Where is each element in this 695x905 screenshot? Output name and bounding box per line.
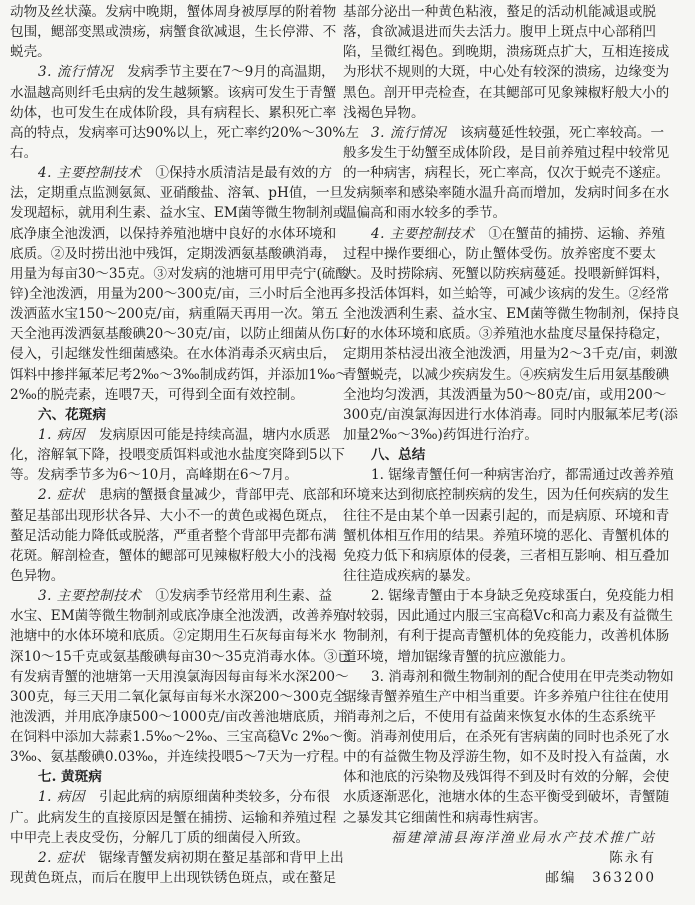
text-line: [10, 224, 337, 244]
text-line: [343, 767, 670, 787]
paragraph: [343, 224, 680, 446]
text-line: [343, 647, 656, 667]
line-text: 往往不是由某个单一因素引起的，而是病原、环境和青: [343, 507, 670, 524]
line-text: 底质。②及时捞出池中残饵，定期泼洒氨基酸碘消毒，: [10, 245, 337, 262]
text-line: [10, 143, 323, 163]
paragraph: [10, 2, 337, 62]
line-text: 对较弱，因此通过内服三宝高稳Vc和高力素及有益微生: [343, 608, 674, 625]
line-text: 包围，鳃部变黑或溃疡，病蟹食欲减退，生长停滞、不: [10, 24, 337, 41]
line-text: 加量2‰～3‰)药饵进行治疗。: [343, 426, 539, 443]
line-text: 锯缘青蟹养殖生产中相当重要。许多养殖户往往在使用: [343, 688, 670, 705]
line-text: 基部分泌出一种黄色粘液，螯足的活动机能减退或脱: [343, 4, 656, 20]
text-line: [343, 586, 674, 606]
text-line: [343, 163, 670, 183]
text-line: [10, 506, 337, 526]
section-heading: 八、总结: [371, 447, 426, 464]
line-text: 陷，呈微红褐色。到晚期，溃疡斑点扩大，互相连接成: [343, 44, 670, 61]
line-text: 黑色。剖开甲壳检查，在其鳃部可见象辣椒籽般大小的: [343, 84, 670, 101]
line-text: 等。发病季节多为6～10月，高峰期在6～7月。: [10, 467, 298, 484]
text-line: [10, 304, 339, 324]
paragraph-label: 4. 主要控制技术: [38, 165, 142, 182]
line-text: 用量为每亩30～35克。③对发病的池塘可用甲壳宁(硫酸: [10, 265, 349, 282]
line-text: 发病频率和感染率随水温升高而增加，发病时间多在水: [343, 185, 670, 202]
text-line: [343, 465, 674, 485]
text-line: [343, 707, 656, 727]
line-text: 定期用茶枯浸出液全池泼洒，用量为2～3千克/亩，刺激: [343, 346, 678, 363]
author-name: 陈永有: [609, 849, 656, 866]
line-text: 底净康全池泼洒，以保持养殖池塘中良好的水体环境和: [10, 225, 337, 242]
text-line: [343, 667, 674, 687]
line-text: 池塘中的水体环境和底质。②定期用生石灰每亩每米水: [10, 628, 337, 645]
text-line: [343, 808, 656, 828]
text-line: [343, 304, 680, 324]
text-line: [10, 606, 347, 626]
line-text: 道环境，增加锯缘青蟹的抗应激能力。: [343, 648, 575, 665]
text-line: [10, 324, 349, 344]
text-line: [343, 22, 656, 42]
line-text: 深10～15千克或氨基酸碘每亩30～35克消毒水体。③已: [10, 648, 352, 665]
text-line: [343, 405, 678, 425]
text-line: [10, 2, 337, 22]
line-text: 好的水体环境和底质。③养殖池水盐度尽量保持稳定，: [343, 326, 670, 343]
line-text: 2‰的脱壳素，连喂7天，可得到全面有效控制。: [10, 386, 304, 403]
line-text: 过程中操作要细心，防止蟹体受伤。放养密度不要太: [343, 245, 656, 262]
line-text: 青蟹蜕壳，以减少疾病发生。④疾病发生后用氨基酸碘: [343, 366, 670, 383]
paragraph-label: 3. 流行情况: [38, 64, 114, 81]
line-text: 侵入，引起继发性细菌感染。在水体消毒杀灭病虫后，: [10, 346, 337, 363]
line-text: 现黄色斑点，而后在腹甲上出现铁锈色斑点，或在螯足: [10, 870, 337, 887]
line-text: 300克/亩溴氯海因进行水体消毒。同时内服氟苯尼考(添: [343, 406, 678, 423]
text-line: [343, 224, 666, 244]
paragraph-label: 1. 病因: [38, 789, 85, 806]
text-line: [343, 183, 670, 203]
line-text: 螯足基部出现形状各异、大小不一的黄色或褐色斑点，: [10, 507, 337, 524]
line-text: 蜕壳。: [10, 44, 51, 61]
line-text: 中甲壳上表皮受伤，分解几丁质的细菌侵入所致。: [10, 829, 310, 846]
text-line: [343, 244, 656, 264]
text-line: [343, 626, 670, 646]
line-text: 在饲料中添加大蒜素1.5‰～2‰、三宝高稳Vc 2‰～: [10, 729, 343, 746]
text-line: [10, 626, 337, 646]
paragraph: [10, 163, 349, 405]
text-line: [10, 385, 323, 405]
author-organization: 福建漳浦县海洋渔业局水产技术推广站: [390, 829, 656, 846]
text-line: [343, 787, 670, 807]
text-line: [10, 747, 348, 767]
text-line: [10, 264, 349, 284]
line-text: 1. 锯缘青蟹任何一种病害治疗，都需通过改善养殖: [371, 467, 674, 484]
text-line: [343, 566, 656, 586]
text-line: [10, 365, 349, 385]
line-text: 免疫力低下和病原体的侵袭，三者相互影响、相互叠加: [343, 547, 670, 564]
line-text: 的一种病害，病程长，死亡率高，仅次于蜕壳不遂症。: [343, 165, 670, 182]
line-text: 往往造成疾病的暴发。: [343, 567, 479, 584]
paragraph: [343, 123, 670, 224]
text-line: [10, 465, 323, 485]
line-text: 衡。消毒剂使用后，在杀死有害病菌的同时也杀死了水: [343, 729, 670, 746]
text-line: [10, 123, 359, 143]
line-text: 浅褐色异物。: [343, 104, 425, 121]
line-text: 天全池再泼洒氨基酸碘20～30克/亩，以防止细菌从伤口: [10, 326, 349, 343]
text-line: [343, 727, 670, 747]
text-line: [343, 747, 670, 767]
postcode: 邮编 363200: [545, 870, 656, 887]
text-line: [10, 526, 337, 546]
text-line: [10, 284, 344, 304]
line-text: 体和池底的污染物及残饵得不到及时有效的分解，会使: [343, 769, 670, 786]
line-text: 该病蔓延性较强，死亡率较高。一: [460, 124, 665, 141]
text-line: [10, 687, 347, 707]
text-line: [10, 42, 323, 62]
right-column-body: [343, 2, 680, 828]
text-line: [343, 546, 670, 566]
line-text: 色异物。: [10, 567, 65, 584]
text-line: [343, 606, 674, 626]
text-line: [343, 284, 670, 304]
paragraph: [10, 848, 344, 888]
line-text: ①保持水质清洁是最有效的方: [155, 165, 333, 182]
line-text: 2. 锯缘青蟹由于本身缺乏免疫球蛋白，免疫能力相: [371, 588, 674, 605]
text-line: [10, 808, 337, 828]
text-line: [343, 485, 670, 505]
text-line: [343, 143, 670, 163]
line-text: 中的有益微生物及浮游生物，如不及时投入有益菌，水: [343, 749, 670, 766]
line-text: 螯足活动能力降低或脱落，严重者整个背部甲壳都布满: [10, 527, 337, 544]
line-text: 花斑。解剖检查，蟹体的鳃部可见辣椒籽般大小的浅褐: [10, 547, 337, 564]
text-line: [10, 244, 337, 264]
text-line: [343, 324, 670, 344]
line-text: 落，食欲减退进而失去活力。腹甲上斑点中心部稍凹: [343, 24, 656, 41]
text-line: [343, 687, 670, 707]
text-line: [10, 183, 344, 203]
right-column: [343, 2, 680, 888]
text-line: [10, 62, 335, 82]
line-text: 右。: [10, 144, 38, 161]
line-text: 全池均匀泼洒，其泼洒量为50～80克/亩，或用200～: [343, 386, 667, 403]
paragraph-label: 2. 症状: [38, 849, 85, 866]
line-text: ①发病季节经常用利生素、益: [155, 588, 333, 605]
text-line: [343, 344, 678, 364]
paragraph: [10, 62, 359, 163]
paragraph: [343, 667, 674, 828]
line-text: 为形状不规则的大斑，中心处有较深的溃疡，边缘变为: [343, 64, 670, 81]
line-text: 之暴发其它细菌性和病毒性病害。: [343, 809, 547, 826]
line-text: 发现超标，就用利生素、益水宝、EM菌等微生物制剂或: [10, 205, 347, 222]
line-text: 幼体，也可发生在成体阶段，具有病程长、累积死亡率: [10, 104, 337, 121]
text-line: [343, 526, 670, 546]
text-line: [343, 203, 656, 223]
line-text: 饵料中掺拌氟苯尼考2‰～3‰制成药饵，并添加1‰～: [10, 366, 349, 383]
text-line: [10, 203, 347, 223]
text-line: [10, 868, 337, 888]
section-heading: 六、花斑病: [38, 406, 106, 423]
text-line: [10, 727, 343, 747]
text-line: [343, 103, 656, 123]
text-line: [10, 445, 345, 465]
line-text: 发病原因可能是持续高温，塘内水质恶: [98, 426, 331, 443]
line-text: 高的特点，发病率可达90%以上，死亡率约20%～30%左: [10, 124, 359, 141]
text-line: [343, 83, 670, 103]
paragraph-label: 3. 主要控制技术: [38, 588, 142, 605]
paragraph: [343, 2, 670, 123]
line-text: 大。及时捞除病、死蟹以防疾病蔓延。投喂新鲜饵料，: [343, 265, 670, 282]
line-text: 广。此病发生的直接原因是蟹在捕捞、运输和养殖过程: [10, 809, 337, 826]
line-text: 环境来达到彻底控制疾病的发生，因为任何疾病的发生: [343, 487, 670, 504]
line-text: 动物及丝状藻。发病中晚期，蟹体周身被厚厚的附着物: [10, 4, 337, 20]
text-line: [10, 707, 347, 727]
paragraph: [10, 586, 352, 767]
text-line: [10, 667, 349, 687]
paragraph: [343, 586, 674, 667]
line-text: 蟹机体相互作用的结果。养殖环境的恶化、青蟹机体的: [343, 527, 670, 544]
line-text: 化，溶解氧下降，投喂变质饵料或池水盐度突降到5以下: [10, 447, 345, 464]
paragraph: [343, 465, 674, 586]
text-line: [343, 2, 656, 22]
paragraph-label: 2. 症状: [38, 487, 85, 504]
left-column: [10, 2, 359, 888]
text-line: [343, 62, 670, 82]
line-text: 般多发生于幼蟹至成体阶段，是目前养殖过程中较常见: [343, 144, 670, 161]
text-line: [10, 485, 344, 505]
text-line: [10, 848, 344, 868]
text-line: [10, 566, 323, 586]
line-text: 泼洒蓝水宝150～200克/亩，病重隔天再用一次。第五: [10, 306, 339, 323]
line-text: 3‰、氨基酸碘0.03‰，并连续投喂5～7天为一疗程。: [10, 749, 348, 766]
line-text: 温偏高和雨水较多的季节。: [343, 205, 507, 222]
text-line: [343, 385, 667, 405]
paragraph: [10, 787, 337, 847]
line-text: 物制剂，有利于提高青蟹机体的免疫能力，改善机体肠: [343, 628, 670, 645]
text-line: [343, 123, 665, 143]
text-line: [10, 163, 333, 183]
text-line: [10, 787, 331, 807]
text-line: [10, 103, 337, 123]
paragraph-label: 1. 病因: [38, 426, 85, 443]
text-line: [343, 365, 670, 385]
line-text: 有发病青蟹的池塘第一天用溴氯海因每亩每米水深200～: [10, 668, 349, 685]
text-line: [343, 506, 670, 526]
line-text: 水宝、EM菌等微生物制剂或底净康全池泼洒，改善养殖: [10, 608, 347, 625]
line-text: ①在蟹苗的捕捞、运输、养殖: [488, 225, 666, 242]
text-line: [10, 647, 352, 667]
line-text: 锌)全池泼洒，用量为200～300克/亩，三小时后全池再: [10, 285, 344, 302]
line-text: 池泼洒，并用底净康500～1000克/亩改善池塘底质，并: [10, 708, 347, 725]
line-text: 水温越高则纤毛虫病的发生越频繁。该病可发生于青蟹: [10, 84, 337, 101]
text-line: [10, 828, 323, 848]
line-text: 锯缘青蟹发病初期在螯足基部和背甲上出: [98, 849, 344, 866]
line-text: 3. 消毒剂和微生物制剂的配合使用在甲壳类动物如: [371, 668, 674, 685]
paragraph-label: 3. 流行情况: [371, 124, 447, 141]
line-text: 多投活体饵料，如兰蛤等，可减少该病的发生。②经常: [343, 285, 670, 302]
line-text: 法，定期重点监测氨氮、亚硝酸盐、溶氧、pH值，一旦: [10, 185, 344, 202]
line-text: 300克，每三天用二氧化氯每亩每米水深200～300克全: [10, 688, 347, 705]
text-line: [10, 83, 337, 103]
line-text: 水质逐渐恶化，池塘水体的生态平衡受到破坏，青蟹随: [343, 789, 670, 806]
section-heading: 七. 黄斑病: [38, 769, 102, 786]
paragraph: [10, 485, 344, 586]
text-line: [10, 586, 333, 606]
text-line: [10, 22, 337, 42]
line-text: 发病季节主要在7～9月的高温期，: [127, 64, 335, 81]
text-line: [343, 264, 670, 284]
text-line: [10, 546, 337, 566]
line-text: 引起此病的病原细菌种类较多，分布很: [98, 789, 331, 806]
line-text: 患病的蟹摄食量减少，背部甲壳、底部和: [98, 487, 344, 504]
paragraph-label: 4. 主要控制技术: [371, 225, 475, 242]
text-line: [343, 42, 670, 62]
line-text: 全池泼洒利生素、益水宝、EM菌等微生物制剂，保持良: [343, 306, 680, 323]
text-line: [10, 344, 337, 364]
line-text: 消毒剂之后，不使用有益菌来恢复水体的生态系统平: [343, 708, 656, 725]
text-line: [343, 425, 656, 445]
paragraph: [10, 425, 345, 485]
text-line: [10, 425, 331, 445]
